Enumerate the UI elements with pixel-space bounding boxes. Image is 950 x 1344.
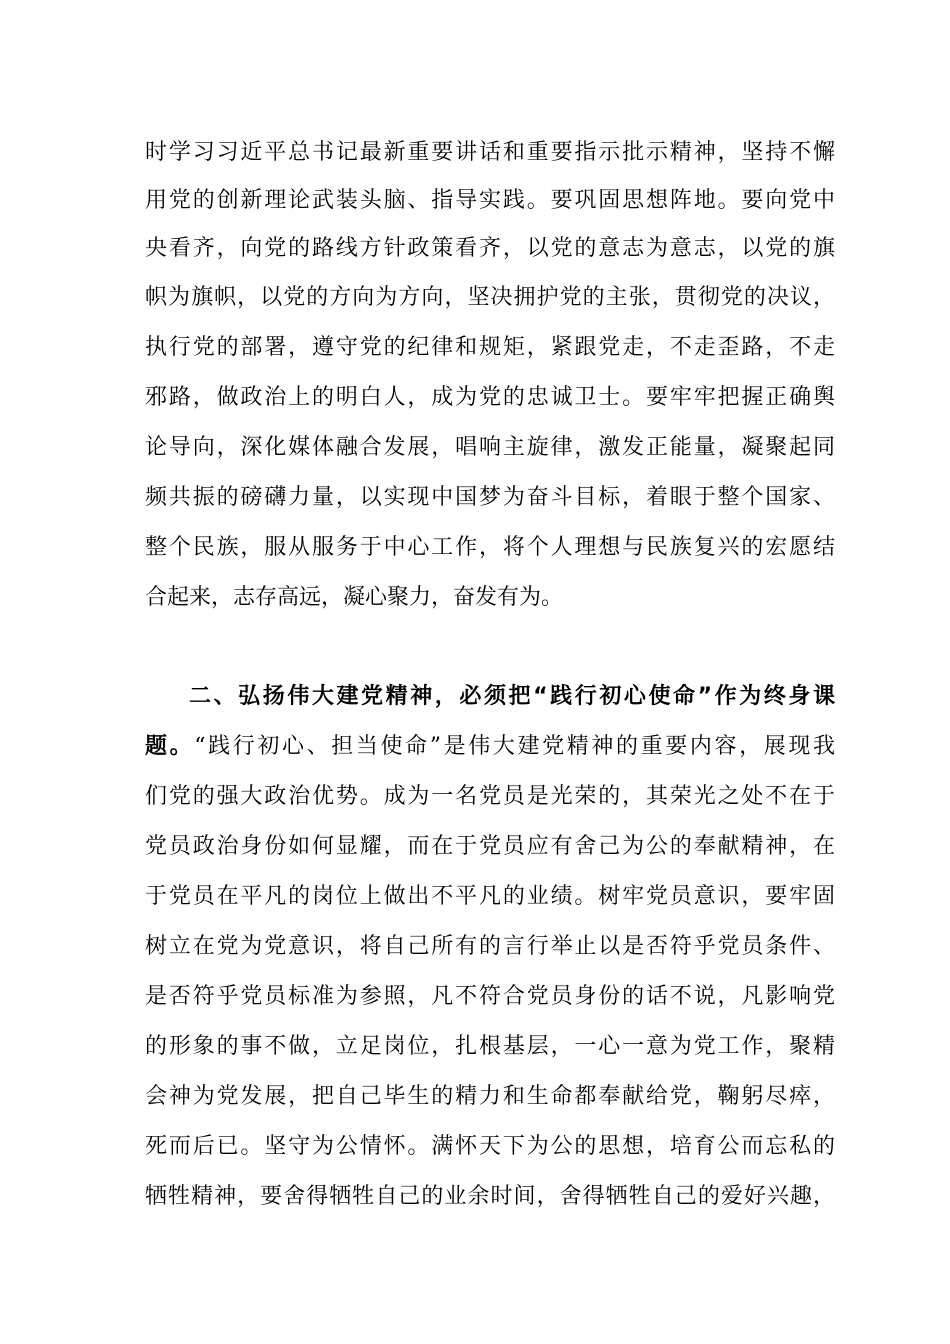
section-heading-end: 题。 [145,734,195,759]
paragraph1-line-1: 时学习习近平总书记最新重要讲话和重要指示批示精神，坚持不懈 [145,140,835,165]
paragraph1-line-7: 论导向，深化媒体融合发展，唱响主旋律，激发正能量，凝聚起同 [145,435,835,460]
paragraph2-line-5: 树立在党为党意识，将自己所有的言行举止以是否符乎党员条件、 [145,934,835,959]
paragraph2-line-2: 们党的强大政治优势。成为一名党员是光荣的，其荣光之处不在于 [145,784,835,809]
paragraph1-line-10: 合起来，志存高远，凝心聚力，奋发有为。 [145,585,564,610]
paragraph1-line-6: 邪路，做政治上的明白人，成为党的忠诚卫士。要牢牢把握正确舆 [145,385,835,410]
paragraph2-line-3: 党员政治身份如何显耀，而在于党员应有舍己为公的奉献精神，在 [145,834,835,859]
paragraph1-line-5: 执行党的部署，遵守党的纪律和规矩，紧跟党走，不走歪路，不走 [145,335,835,360]
paragraph1-line-3: 央看齐，向党的路线方针政策看齐，以党的意志为意志，以党的旗 [145,236,835,261]
paragraph2-line-6: 是否符乎党员标准为参照，凡不符合党员身份的话不说，凡影响党 [145,984,835,1009]
paragraph2-line-4: 于党员在平凡的岗位上做出不平凡的业绩。树牢党员意识，要牢固 [145,884,835,909]
paragraph1-line-9: 整个民族，服从服务于中心工作，将个人理想与民族复兴的宏愿结 [145,535,835,560]
paragraph1-line-8: 频共振的磅礴力量，以实现中国梦为奋斗目标，着眼于整个国家、 [145,485,835,510]
paragraph1-line-2: 用党的创新理论武装头脑、指导实践。要巩固思想阵地。要向党中 [145,188,835,213]
paragraph1-line-4: 帜为旗帜，以党的方向为方向，坚决拥护党的主张，贯彻党的决议， [145,285,835,310]
section-heading: 二、弘扬伟大建党精神，必须把“践行初心使命”作为终身课 [189,684,835,709]
paragraph2-line-1 [145,730,835,764]
paragraph2-line-10: 牺牲精神，要舍得牺牲自己的业余时间，舍得牺牲自己的爱好兴趣， [145,1184,835,1209]
paragraph2-line-1-text: “践行初心、担当使命”是伟大建党精神的重要内容，展现我 [194,734,835,759]
paragraph2-line-7: 的形象的事不做，立足岗位，扎根基层，一心一意为党工作，聚精 [145,1034,835,1059]
paragraph2-line-9: 死而后已。坚守为公情怀。满怀天下为公的思想，培育公而忘私的 [145,1134,835,1159]
paragraph2-line-8: 会神为党发展，把自己毕生的精力和生命都奉献给党，鞠躬尽瘁， [145,1084,835,1109]
